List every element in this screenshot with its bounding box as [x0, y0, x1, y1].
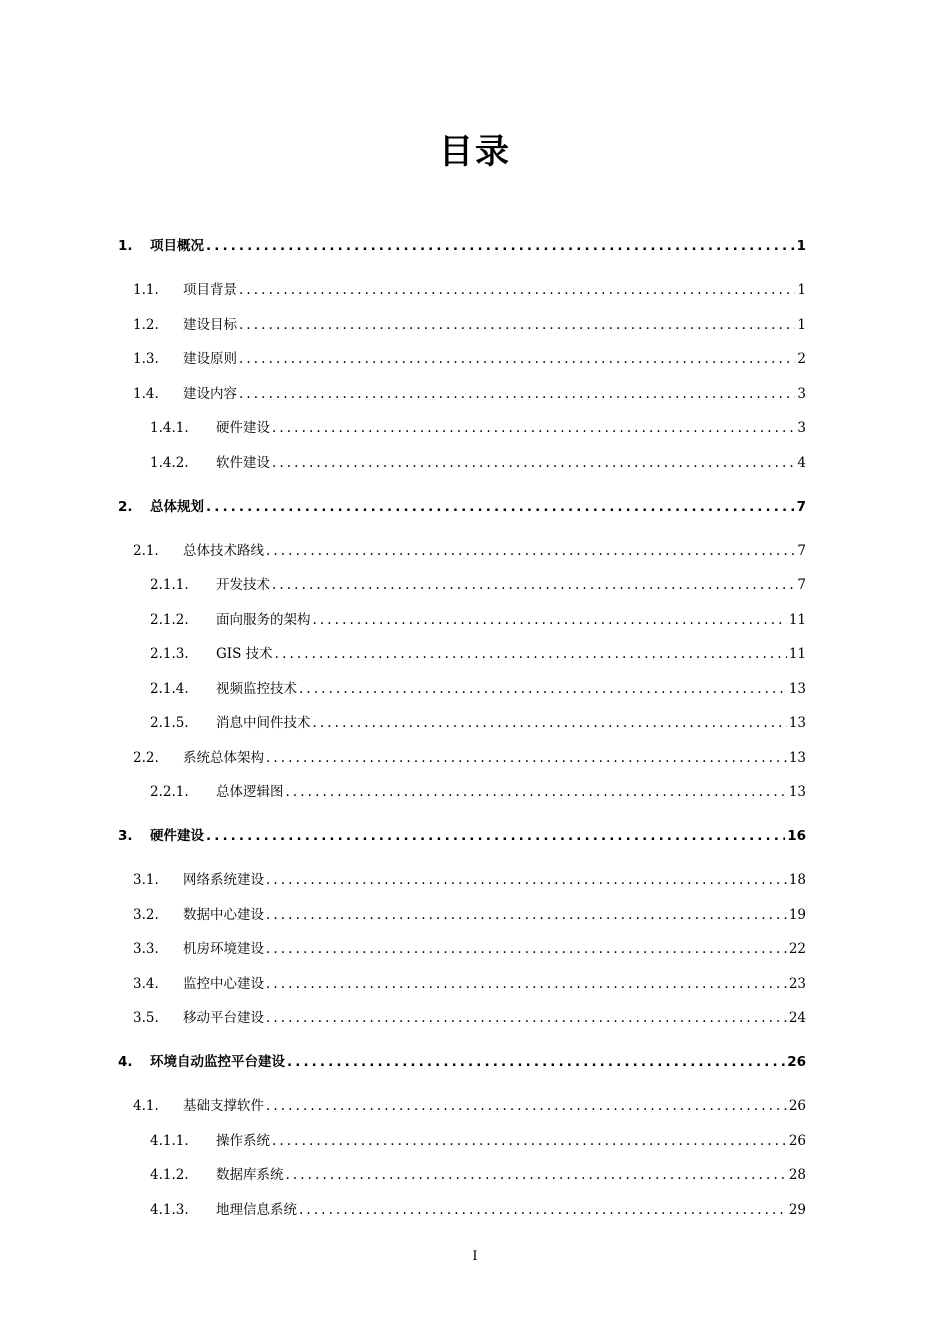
toc-entry-page: 22 [788, 941, 806, 957]
dot-leader [266, 746, 787, 770]
page-number: I [472, 1249, 478, 1264]
toc-entry[interactable] [118, 495, 806, 519]
dot-leader [266, 539, 795, 563]
dot-leader [286, 1163, 787, 1187]
toc-entry[interactable] [150, 1163, 806, 1187]
toc-entry-label: 基础支撑软件 [183, 1098, 264, 1114]
dot-leader [266, 972, 787, 996]
toc-entry[interactable] [150, 416, 806, 440]
toc-entry-page: 13 [788, 680, 806, 697]
toc-entry[interactable] [133, 868, 806, 892]
toc-entry-page: 16 [787, 828, 806, 844]
toc-entry[interactable] [133, 313, 806, 337]
toc-entry-number: 3.5. [133, 1010, 159, 1026]
toc-entry-page: 24 [788, 1010, 806, 1026]
toc-entry[interactable] [150, 1129, 806, 1153]
toc-entry[interactable] [150, 642, 806, 666]
toc-entry-page: 13 [788, 784, 806, 800]
toc-entry-label: 建设原则 [183, 351, 237, 367]
toc-entry-number: 3. [118, 828, 133, 844]
dot-leader [266, 868, 787, 892]
toc-entry-label: 数据库系统 [216, 1167, 284, 1183]
toc-entry[interactable] [150, 677, 806, 701]
toc-entry-label: 硬件建设 [150, 828, 204, 844]
toc-entry-page: 26 [788, 1132, 806, 1149]
toc-entry-page: 11 [788, 611, 806, 628]
toc-entry-number: 2.1.5. [150, 715, 189, 731]
toc-entry-number: 3.3. [133, 941, 159, 957]
toc-entry-label: 总体逻辑图 [216, 784, 284, 800]
toc-entry-label: 环境自动监控平台建设 [150, 1054, 285, 1070]
toc-entry-number: 3.1. [133, 872, 159, 888]
dot-leader [272, 1129, 787, 1153]
toc-entry-number: 4.1.1. [150, 1132, 189, 1149]
toc-entry-label: 建设目标 [183, 316, 237, 333]
toc-entry-number: 2.1.3. [150, 646, 189, 662]
toc-entry[interactable] [133, 278, 806, 302]
toc-entry-number: 2.1.2. [150, 611, 189, 628]
toc-entry-label: 操作系统 [216, 1132, 270, 1149]
dot-leader [313, 608, 787, 632]
toc-entry-label: 硬件建设 [216, 420, 270, 436]
toc-entry-number: 3.2. [133, 906, 159, 923]
toc-entry-label: 建设内容 [183, 385, 237, 402]
toc-entry-page: 3 [797, 385, 806, 402]
toc-entry[interactable] [133, 937, 806, 961]
toc-entry-label: 移动平台建设 [183, 1010, 264, 1026]
toc-entry-page: 7 [797, 577, 806, 593]
toc-entry-page: 4 [797, 454, 806, 471]
toc-entry-page: 19 [788, 906, 806, 923]
toc-entry-number: 2.1. [133, 542, 159, 559]
toc-entry[interactable] [133, 539, 806, 563]
toc-entry-label: 软件建设 [216, 454, 270, 471]
toc-entry-label: 网络系统建设 [183, 872, 264, 888]
dot-leader [239, 382, 795, 406]
dot-leader [299, 1198, 787, 1222]
dot-leader [266, 1006, 787, 1030]
toc-entry[interactable] [118, 234, 806, 258]
toc-entry-label: 机房环境建设 [183, 941, 264, 957]
dot-leader [272, 416, 795, 440]
toc-entry[interactable] [133, 746, 806, 770]
toc-entry-label: 项目背景 [183, 282, 237, 298]
dot-leader [275, 642, 787, 666]
toc-entry-number: 2.1.4. [150, 680, 189, 697]
toc-entry-page: 7 [797, 542, 806, 559]
toc-entry-number: 4.1. [133, 1098, 159, 1114]
toc-entry[interactable] [133, 1006, 806, 1030]
dot-leader [239, 278, 795, 302]
toc-entry-label: 消息中间件技术 [216, 715, 311, 731]
toc-entry-number: 1.4.1. [150, 420, 189, 436]
toc-entry-page: 13 [788, 715, 806, 731]
toc-entry-page: 1 [796, 238, 806, 254]
toc-entry-number: 1.2. [133, 316, 159, 333]
toc-entry-page: 11 [788, 646, 806, 662]
toc-entry[interactable] [150, 780, 806, 804]
toc-entry-label: GIS 技术 [216, 646, 273, 662]
toc-entry-number: 3.4. [133, 975, 159, 992]
toc-entry-label: 地理信息系统 [216, 1201, 297, 1218]
dot-leader [239, 313, 795, 337]
toc-entry-number: 2.2. [133, 749, 159, 766]
page-title: 目录 [439, 132, 511, 172]
toc-entry-label: 视频监控技术 [216, 680, 297, 697]
dot-leader [299, 677, 787, 701]
dot-leader [287, 1050, 785, 1074]
toc-entry-label: 总体规划 [150, 498, 204, 515]
toc-entry[interactable] [133, 347, 806, 371]
dot-leader [313, 711, 787, 735]
toc-entry-page: 26 [788, 1098, 806, 1114]
toc-entry-number: 1.1. [133, 282, 159, 298]
toc-entry[interactable] [150, 1198, 806, 1222]
toc-entry-label: 总体技术路线 [183, 542, 264, 559]
toc-entry-label: 系统总体架构 [183, 749, 264, 766]
toc-entry-number: 4.1.2. [150, 1167, 189, 1183]
toc-entry-page: 23 [788, 975, 806, 992]
dot-leader [272, 451, 795, 475]
toc-entry-number: 2. [118, 498, 133, 515]
toc-entry[interactable] [133, 1094, 806, 1118]
toc-entry[interactable] [150, 608, 806, 632]
toc-entry-page: 1 [797, 316, 806, 333]
dot-leader [266, 937, 787, 961]
toc-entry-number: 1. [118, 238, 133, 254]
toc-entry[interactable] [133, 382, 806, 406]
toc-entry-page: 28 [788, 1167, 806, 1183]
dot-leader [239, 347, 795, 371]
dot-leader [266, 1094, 787, 1118]
toc-entry-label: 项目概况 [150, 238, 204, 254]
toc-entry[interactable] [150, 711, 806, 735]
toc-entry-page: 13 [788, 749, 806, 766]
toc-entry-page: 7 [796, 498, 806, 515]
toc-entry-page: 18 [788, 872, 806, 888]
dot-leader [272, 573, 795, 597]
toc-entry-number: 4.1.3. [150, 1201, 189, 1218]
toc-entry-label: 数据中心建设 [183, 906, 264, 923]
toc-entry-number: 1.4. [133, 385, 159, 402]
dot-leader [206, 495, 795, 519]
toc-entry[interactable] [133, 972, 806, 996]
dot-leader [286, 780, 787, 804]
toc-entry[interactable] [150, 573, 806, 597]
toc-entry-page: 1 [797, 282, 806, 298]
toc-entry-number: 1.3. [133, 351, 159, 367]
toc-entry-page: 29 [788, 1201, 806, 1218]
toc-entry[interactable] [118, 824, 806, 848]
toc-entry-label: 监控中心建设 [183, 975, 264, 992]
toc-entry-page: 2 [797, 351, 806, 367]
toc-entry-page: 3 [797, 420, 806, 436]
toc-entry-page: 26 [787, 1054, 806, 1070]
toc-entry[interactable] [118, 1050, 806, 1074]
toc-entry-label: 面向服务的架构 [216, 611, 311, 628]
toc-entry-number: 4. [118, 1054, 133, 1070]
toc-entry[interactable] [133, 903, 806, 927]
toc-entry-number: 2.2.1. [150, 784, 189, 800]
toc-entry[interactable] [150, 451, 806, 475]
toc-entry-number: 1.4.2. [150, 454, 189, 471]
toc-entry-number: 2.1.1. [150, 577, 189, 593]
dot-leader [206, 824, 785, 848]
dot-leader [206, 234, 795, 258]
toc-entry-label: 开发技术 [216, 577, 270, 593]
dot-leader [266, 903, 787, 927]
